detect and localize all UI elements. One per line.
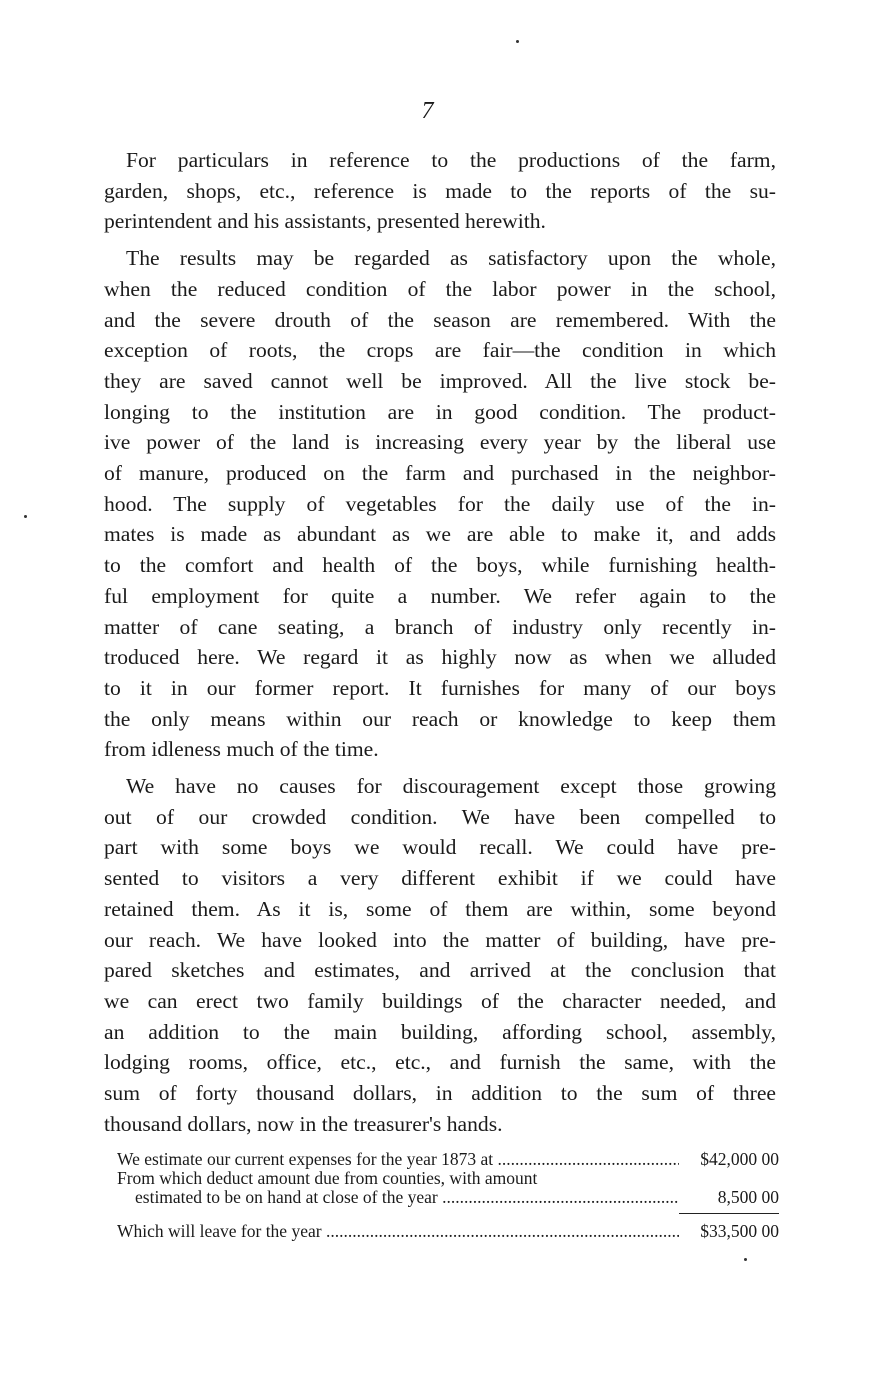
paragraph (104, 243, 776, 765)
paper-speck (516, 40, 519, 43)
deduct-label-line1: From which deduct amount due from counties, with amount (117, 1169, 538, 1188)
text-line: troduced here. We regard it as highly now as when we alluded (104, 645, 776, 670)
text-line: garden, shops, etc., reference is made to the reports of the su- (104, 178, 776, 203)
estimate-row-deduct-line1 (117, 1169, 779, 1188)
text-line: they are saved cannot well be improved. All the live stock be- (104, 368, 776, 393)
estimate-row-remaining (117, 1222, 779, 1241)
text-line: perintendent and his assistants, presented herewith. (104, 209, 546, 234)
text-line: thousand dollars, now in the treasurer's hands. (104, 1111, 503, 1136)
remaining-amount: $33,500 00 (700, 1221, 779, 1241)
text-line: from idleness much of the time. (104, 737, 379, 762)
estimates-table (117, 1150, 779, 1241)
remaining-label: Which will leave for the year ..... (117, 1222, 679, 1241)
paragraph (104, 145, 776, 237)
text-line: We have no causes for discouragement except those growing (126, 774, 776, 799)
current-expenses-amount: $42,000 00 (700, 1149, 779, 1169)
text-line: The results may be regarded as satisfactory upon the whole, (126, 246, 776, 271)
text-line: the only means within our reach or knowledge to keep them (104, 706, 776, 731)
text-line: retained them. As it is, some of them are within, some beyond (104, 896, 776, 921)
text-line: we can erect two family buildings of the character needed, and (104, 988, 776, 1013)
text-line: pared sketches and estimates, and arrived at the conclusion that (104, 958, 776, 983)
text-line: when the reduced condition of the labor power in the school, (104, 276, 776, 301)
paper-speck (24, 515, 27, 518)
text-line: hood. The supply of vegetables for the daily use of the in- (104, 491, 776, 516)
text-line: out of our crowded condition. We have been compelled to (104, 804, 776, 829)
text-line: an addition to the main building, affording school, assembly, (104, 1019, 776, 1044)
text-line: longing to the institution are in good condition. The product- (104, 399, 776, 424)
text-line: ive power of the land is increasing every year by the liberal use (104, 430, 776, 455)
estimate-row-deduct (117, 1188, 779, 1207)
text-line: ful employment for quite a number. We refer again to the (104, 583, 776, 608)
text-line: mates is made as abundant as we are able to make it, and adds (104, 522, 776, 547)
text-line: our reach. We have looked into the matter of building, have pre- (104, 927, 776, 952)
paragraph (104, 771, 776, 1139)
paper-speck (744, 1258, 747, 1261)
body-text (104, 145, 776, 1146)
text-line: of manure, produced on the farm and purchased in the neighbor- (104, 461, 776, 486)
text-line: and the severe drouth of the season are remembered. With the (104, 307, 776, 332)
deduct-label-line2: estimated to be on hand at close of the year ..... (117, 1188, 679, 1207)
page-number: 7 (421, 98, 434, 124)
text-line: sented to visitors a very different exhibit if we could have (104, 866, 776, 891)
current-expenses-label: We estimate our current expenses for the year 1873 at ..... (117, 1150, 679, 1169)
sum-rule (679, 1213, 779, 1214)
text-line: to the comfort and health of the boys, while furnishing health- (104, 553, 776, 578)
text-line: lodging rooms, office, etc., etc., and furnish the same, with the (104, 1050, 776, 1075)
deduct-amount: 8,500 00 (717, 1187, 779, 1207)
text-line: sum of forty thousand dollars, in addition to the sum of three (104, 1081, 776, 1106)
text-line: exception of roots, the crops are fair—the condition in which (104, 338, 776, 363)
text-line: to it in our former report. It furnishes for many of our boys (104, 675, 776, 700)
text-line: part with some boys we would recall. We could have pre- (104, 835, 776, 860)
text-line: matter of cane seating, a branch of industry only recently in- (104, 614, 776, 639)
estimate-row-current-expenses (117, 1150, 779, 1169)
text-line: For particulars in reference to the productions of the farm, (126, 148, 776, 172)
